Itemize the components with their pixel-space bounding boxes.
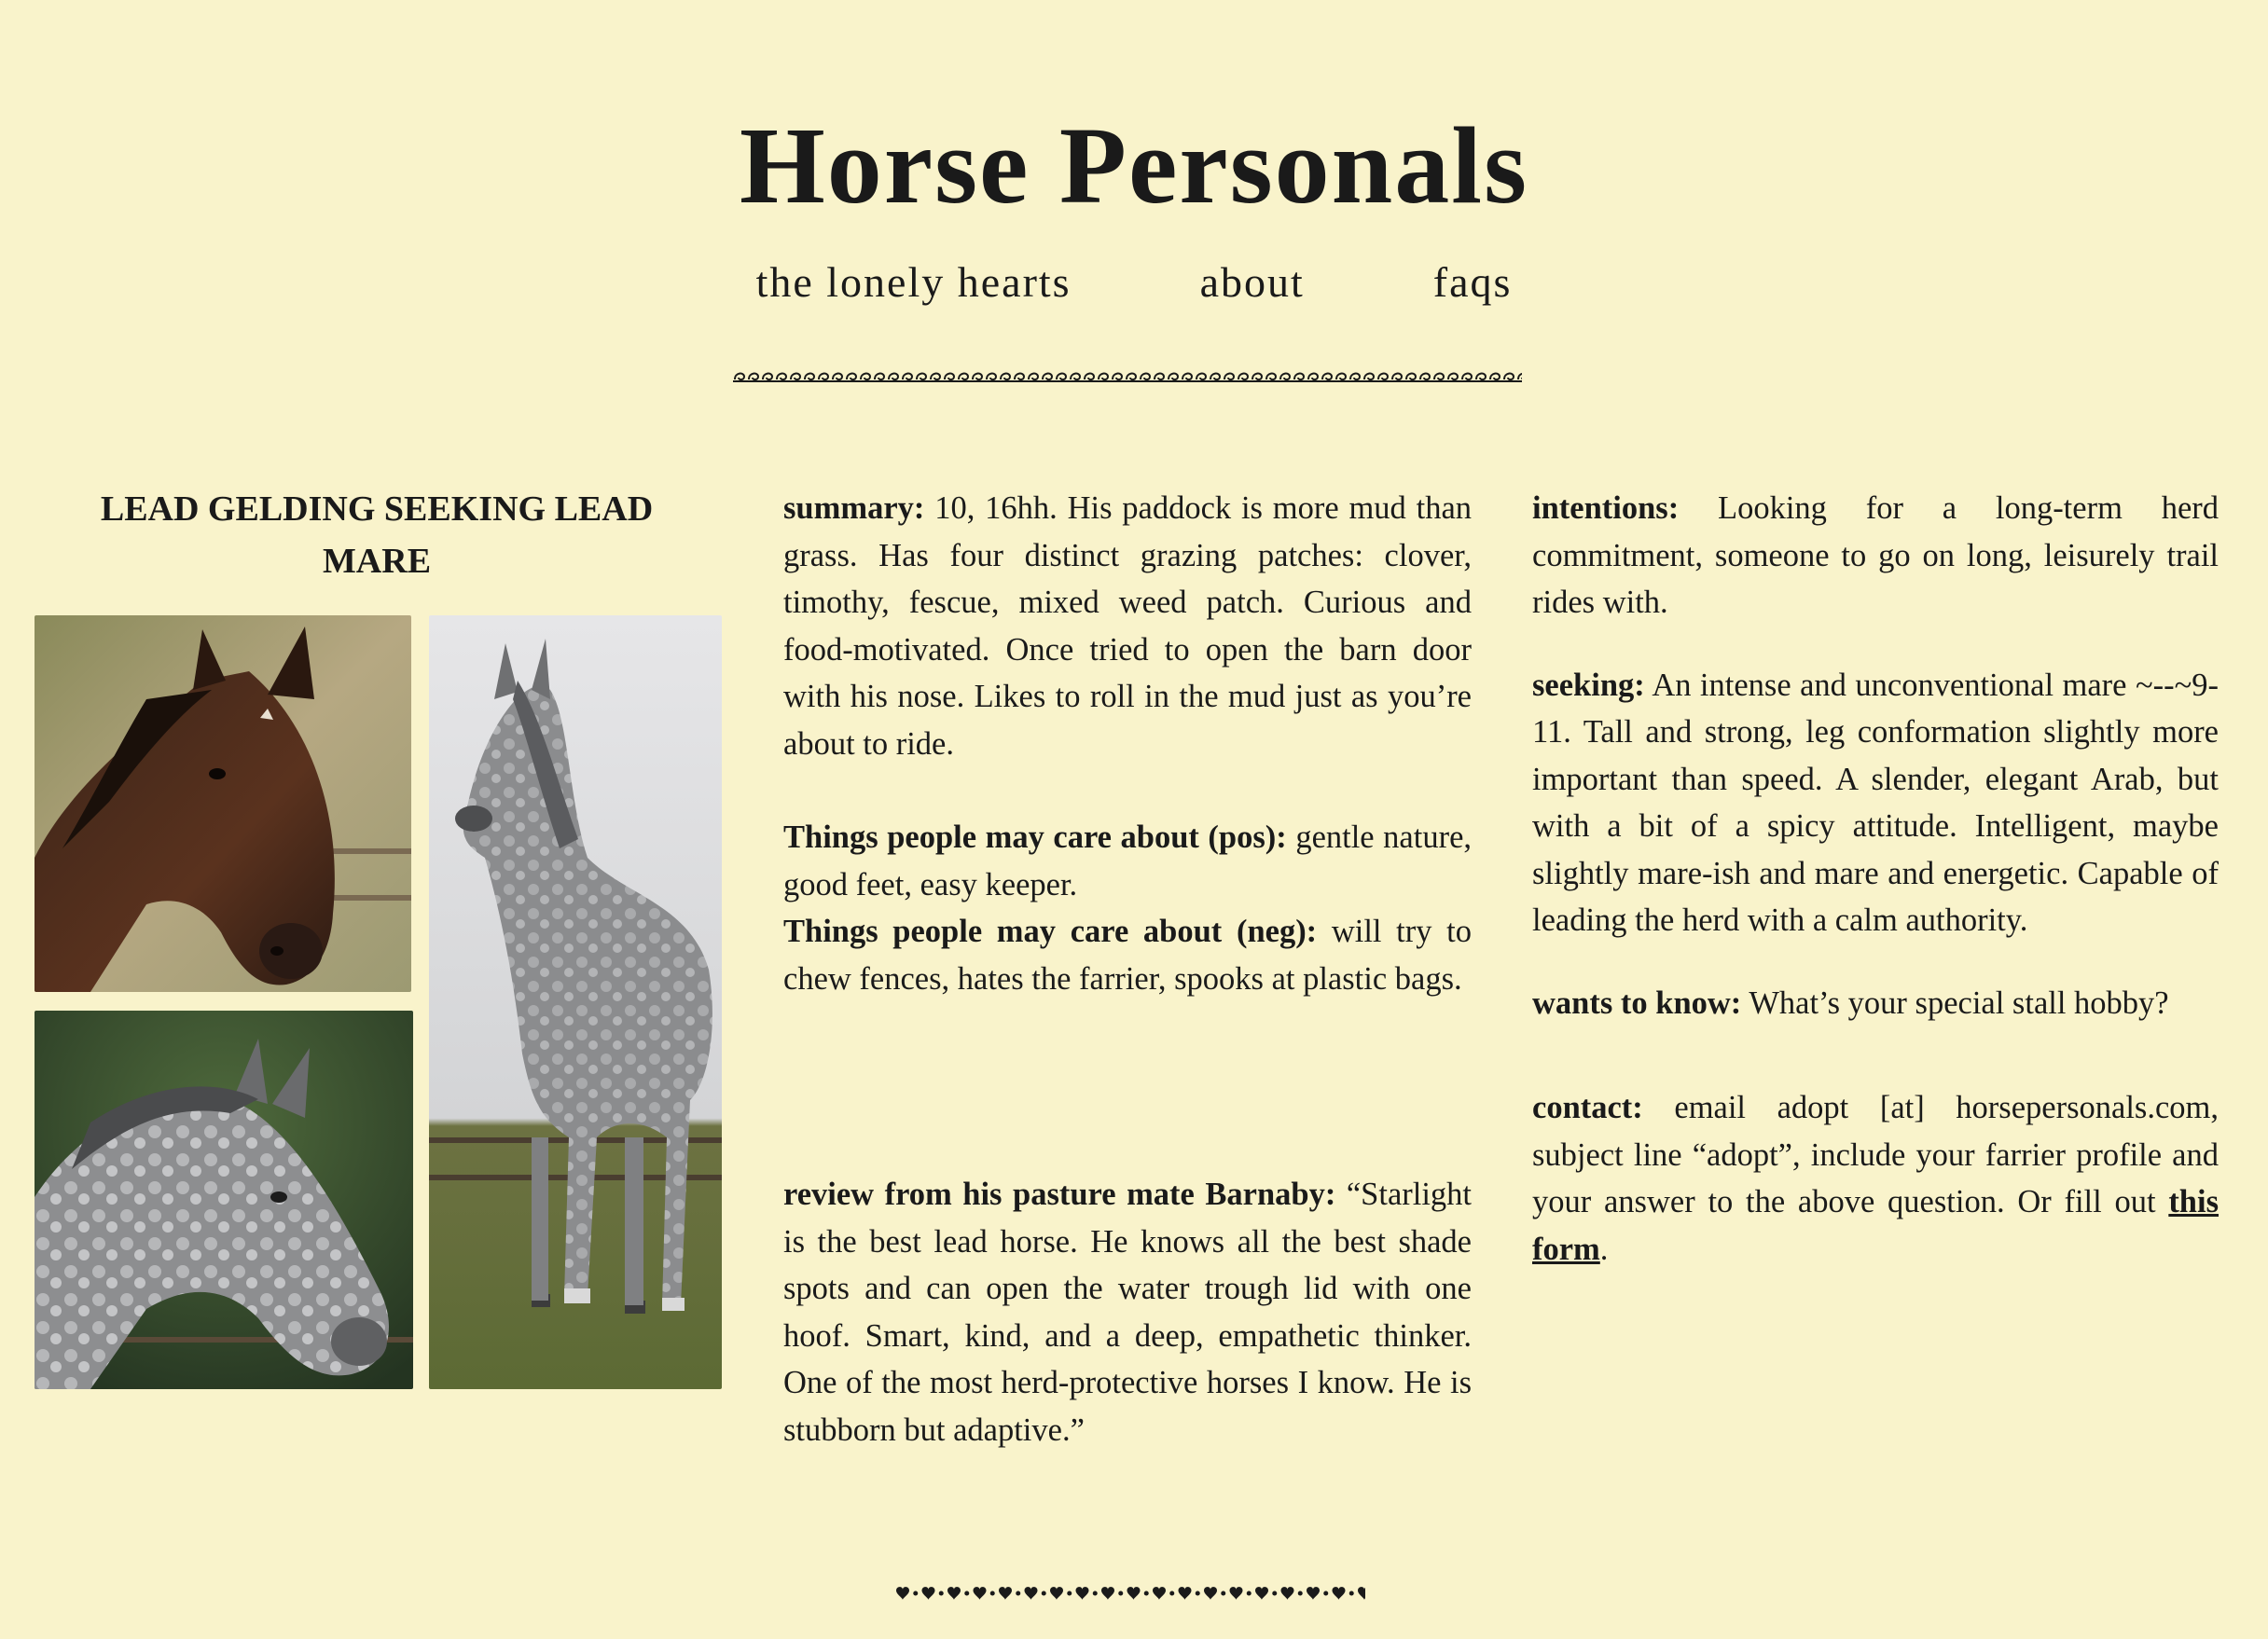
dot-icon bbox=[1093, 1591, 1098, 1596]
contact-text: email adopt [at] horsepersonals.com, subject line “adopt”, include your farrier profile and your answer to the above question. Or fill out bbox=[1532, 1090, 2219, 1219]
review-text: “Starlight is the best lead horse. He knows all the best shade spots and can open the water trough lid with one hoof. Smart, kind, and a deep, empathetic thinker. One of the most herd-protective horses I know. He is stubborn but adaptive.” bbox=[783, 1177, 1473, 1448]
contact-label: contact: bbox=[1532, 1090, 1643, 1125]
pos-label: Things people may care about (pos): bbox=[783, 820, 1287, 855]
heart-icon bbox=[1025, 1587, 1038, 1600]
pos-paragraph bbox=[783, 814, 1472, 908]
dot-icon bbox=[1067, 1591, 1072, 1596]
site-title: Horse Personals bbox=[739, 104, 1529, 227]
heart-icon bbox=[1255, 1587, 1268, 1600]
heart-icon bbox=[1050, 1587, 1063, 1600]
review-paragraph bbox=[783, 1171, 1472, 1453]
bay-horse-head-photo bbox=[35, 615, 411, 992]
heart-icon bbox=[1076, 1587, 1089, 1600]
heart-icon bbox=[1230, 1587, 1243, 1600]
intentions-paragraph bbox=[1532, 485, 2219, 627]
dot-icon bbox=[1016, 1591, 1020, 1596]
summary-text: 10, 16hh. His paddock is more mud than grass. Has four distinct grazing patches: clover, timothy, fescue, mixed weed patch. Curious and food-motivated. Once tried to open the barn door with his nose. Likes to roll in the mud just as you’re about to ride. bbox=[783, 490, 1473, 762]
neg-paragraph bbox=[783, 908, 1472, 1002]
intentions-label: intentions: bbox=[1532, 490, 1680, 526]
main-nav bbox=[0, 257, 2268, 307]
dot-icon bbox=[990, 1591, 995, 1596]
heart-icon bbox=[1179, 1587, 1192, 1600]
heart-icon bbox=[1153, 1587, 1166, 1600]
scroll-divider bbox=[733, 364, 1522, 384]
wants-text: What’s your special stall hobby? bbox=[1749, 985, 2169, 1021]
wants-paragraph bbox=[1532, 980, 2219, 1027]
pos-text: gentle nature, good feet, easy keeper. bbox=[783, 820, 1473, 902]
intentions-text: Looking for a long-term herd commitment, someone to go on long, leisurely trail rides with. bbox=[1532, 490, 2220, 620]
this-form-link[interactable]: this form bbox=[1532, 1184, 2219, 1267]
dot-icon bbox=[1298, 1591, 1303, 1596]
heart-icon bbox=[1333, 1587, 1346, 1600]
dot-icon bbox=[939, 1591, 944, 1596]
profile-details-column bbox=[783, 485, 1472, 1002]
wants-label: wants to know: bbox=[1532, 985, 1742, 1021]
dot-icon bbox=[1042, 1591, 1046, 1596]
heart-icon bbox=[1204, 1587, 1217, 1600]
summary-label: summary: bbox=[783, 490, 925, 526]
heart-icon bbox=[974, 1587, 987, 1600]
heart-icon bbox=[896, 1587, 909, 1600]
heart-icon bbox=[1127, 1587, 1141, 1600]
dot-icon bbox=[913, 1591, 918, 1596]
heart-icon bbox=[947, 1587, 961, 1600]
seeking-label: seeking: bbox=[1532, 667, 1645, 703]
dot-icon bbox=[1272, 1591, 1277, 1596]
nav-the-lonely-hearts[interactable]: the lonely hearts bbox=[755, 258, 1072, 306]
dot-icon bbox=[1349, 1591, 1354, 1596]
profile-headline: LEAD GELDING SEEKING LEAD MARE bbox=[100, 489, 654, 581]
dot-icon bbox=[1221, 1591, 1225, 1596]
contact-end: . bbox=[1599, 1231, 1609, 1267]
neg-text: will try to chew fences, hates the farrier, spooks at plastic bags. bbox=[783, 914, 1472, 997]
heart-icon bbox=[922, 1587, 935, 1600]
profile-seeking-column bbox=[1532, 485, 2219, 1273]
dot-icon bbox=[1247, 1591, 1252, 1596]
contact-paragraph bbox=[1532, 1084, 2219, 1273]
seeking-paragraph bbox=[1532, 662, 2219, 944]
dot-icon bbox=[1118, 1591, 1123, 1596]
review-label: review from his pasture mate Barnaby: bbox=[783, 1177, 1336, 1212]
dapple-grey-horse-head-photo bbox=[35, 1011, 413, 1389]
heart-icon bbox=[1307, 1587, 1320, 1600]
dot-icon bbox=[1323, 1591, 1328, 1596]
heart-icon bbox=[999, 1587, 1012, 1600]
review-section bbox=[783, 1171, 1472, 1453]
seeking-text: An intense and unconventional mare ~--~9-11. Tall and strong, leg conformation slightly more important than speed. A slender, elegant Arab, but with a bit of a spicy attitude. Intelligent, maybe slightly mare-ish and mare and energetic. Capable of leading the herd with a calm authority. bbox=[1532, 667, 2219, 938]
nav-faqs[interactable]: faqs bbox=[1432, 258, 1513, 306]
hearts-divider bbox=[893, 1581, 1365, 1605]
nav-about[interactable]: about bbox=[1199, 258, 1305, 306]
dot-icon bbox=[1144, 1591, 1149, 1596]
neg-label: Things people may care about (neg): bbox=[783, 914, 1318, 949]
heart-icon bbox=[1101, 1587, 1114, 1600]
dapple-grey-horse-standing-photo bbox=[429, 615, 722, 1389]
dot-icon bbox=[1196, 1591, 1200, 1596]
summary-paragraph bbox=[783, 485, 1472, 767]
dot-icon bbox=[1169, 1591, 1174, 1596]
heart-icon bbox=[1281, 1587, 1294, 1600]
dot-icon bbox=[964, 1591, 969, 1596]
heart-icon bbox=[1358, 1587, 1365, 1600]
